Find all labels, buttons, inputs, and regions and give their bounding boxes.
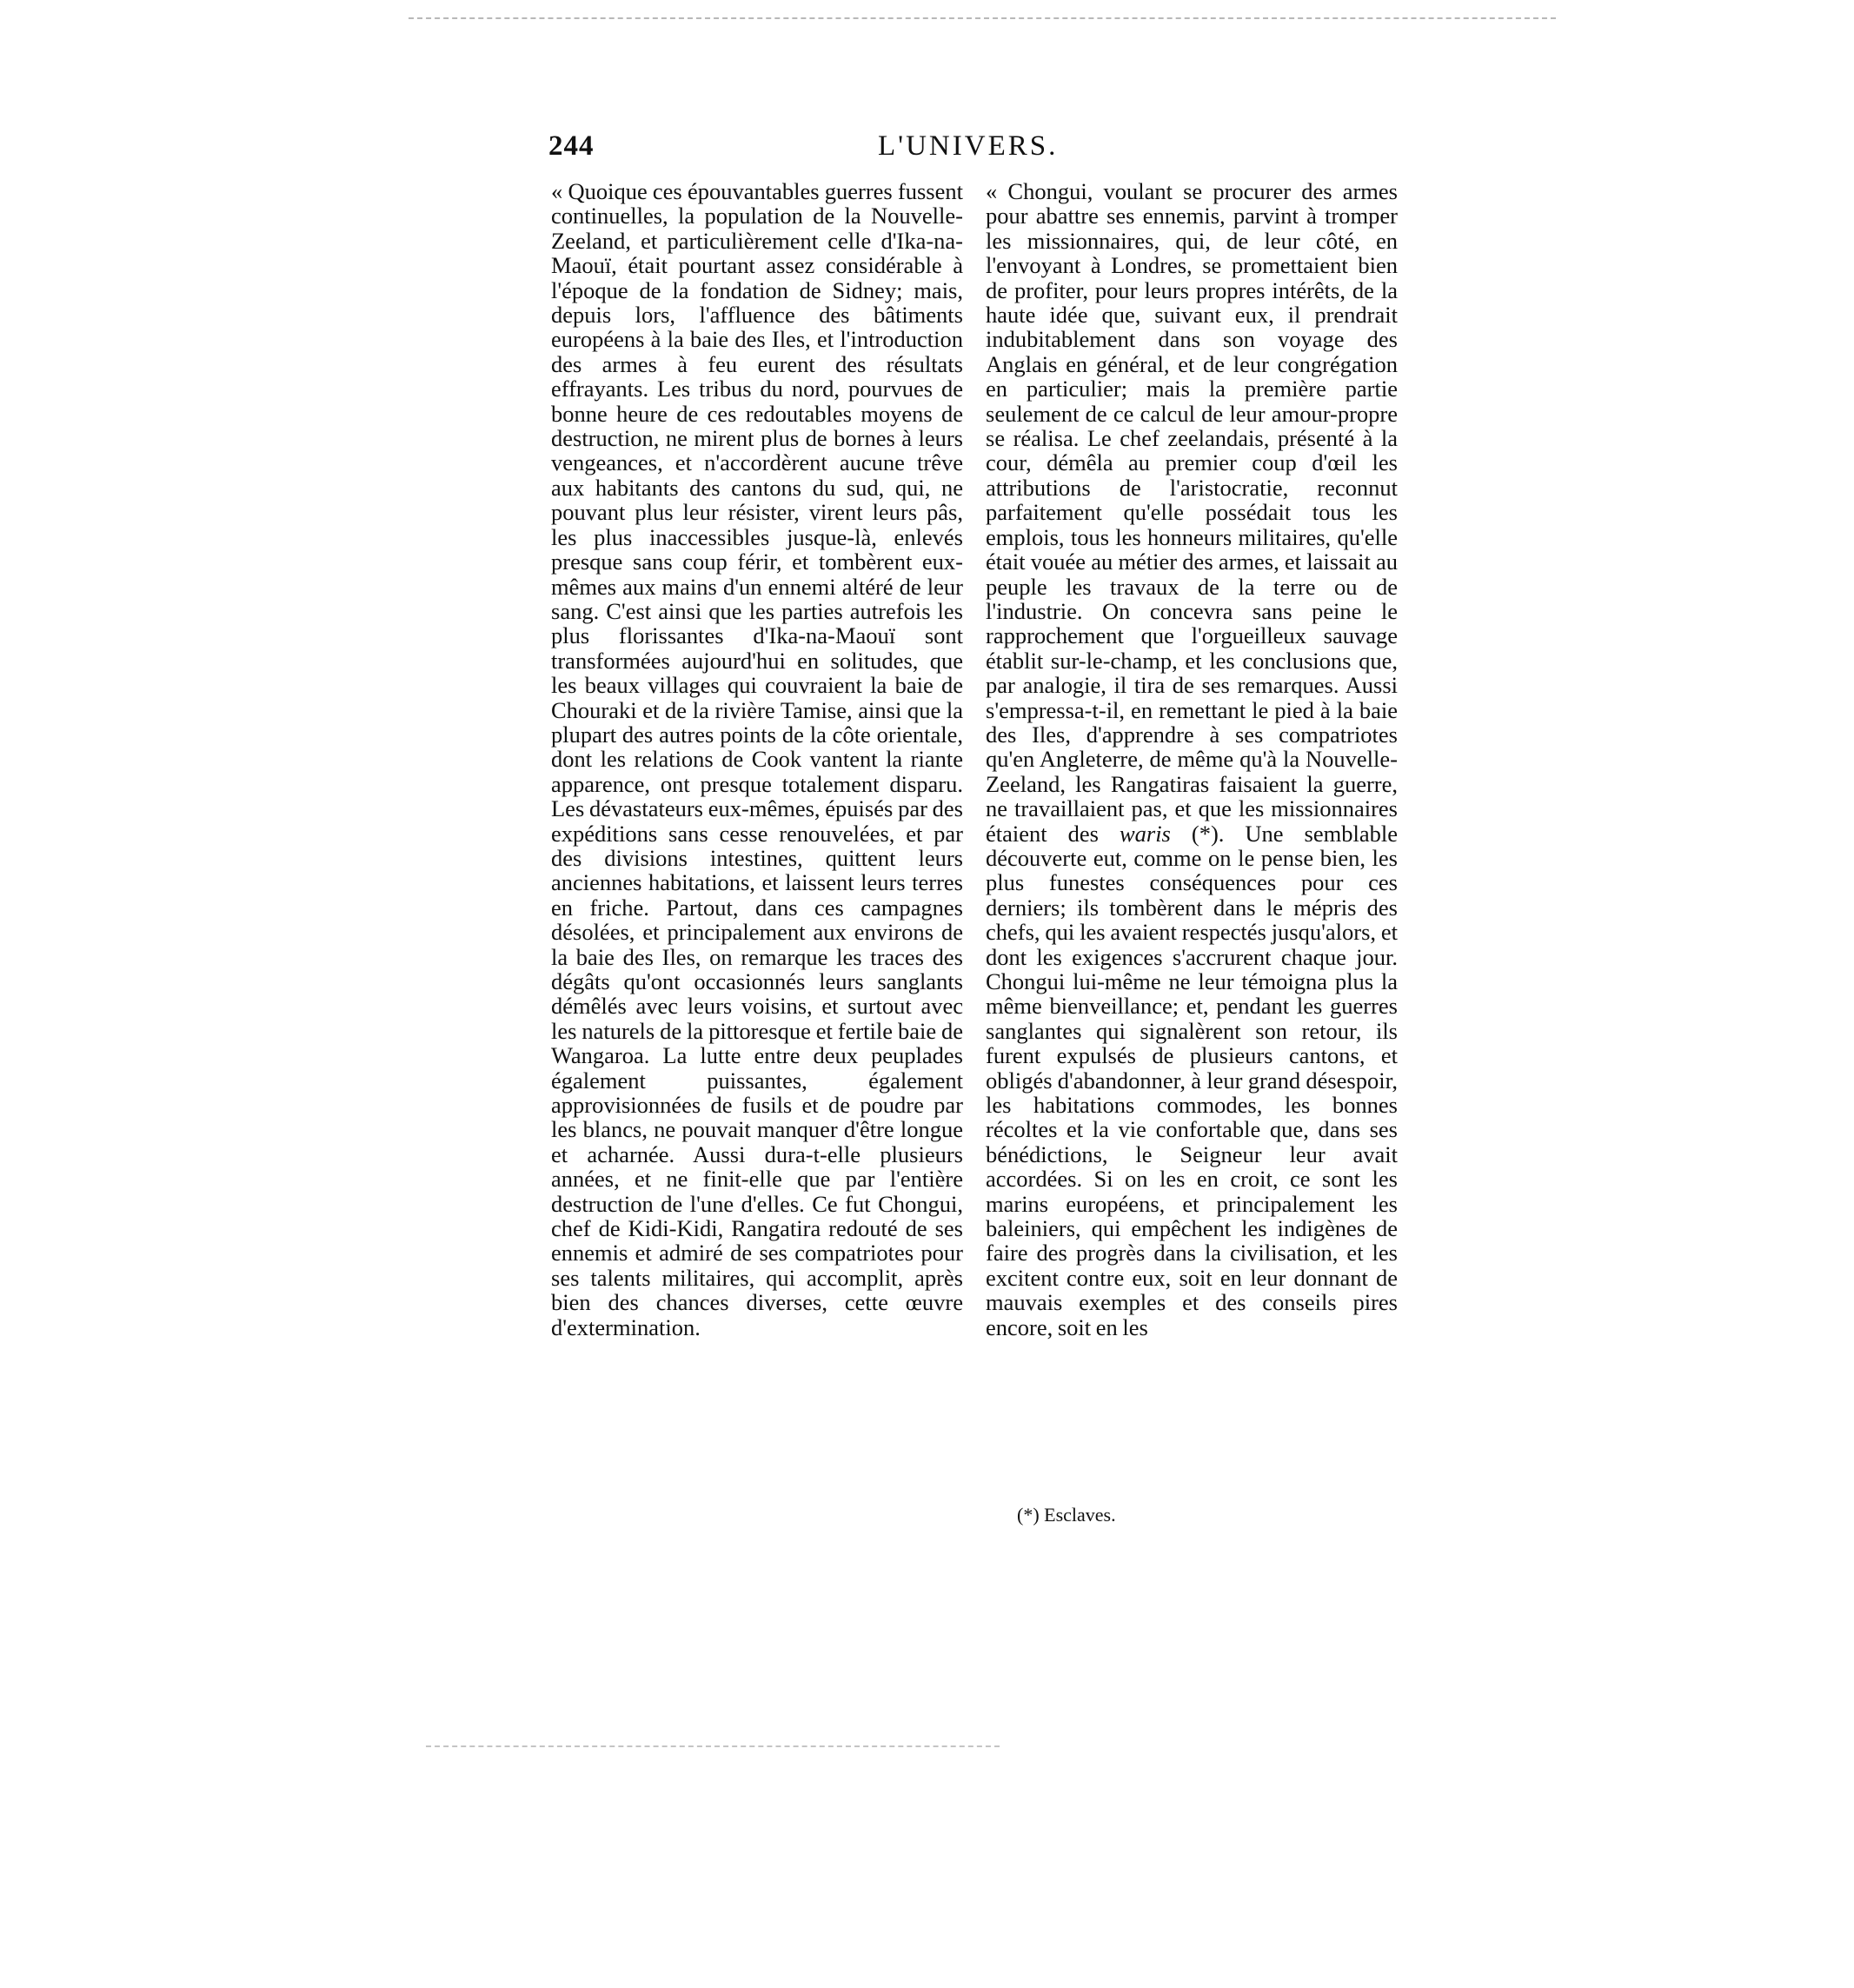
scan-edge-bottom xyxy=(426,1745,1000,1747)
paragraph-right-part-2: (*). Une semblable découverte eut, comme on le pense bien, les plus funestes conséquences pour ces derniers; ils tombèrent dans le mépris des chefs, qui les avaient respectés jusqu'alors, et dont les exigences s'accrurent chaque jour. Chongui lui-même ne leur témoigna plus la même bienveillance; et, pendant les guerres sanglantes qui signalèrent son retour, ils furent expulsés de plusieurs cantons, et obligés d'abandonner, à leur grand désespoir, les habitations commodes, les bonnes récoltes et la vie confortable que, dans ses bénédictions, le Seigneur leur avait accordées. Si on les en croit, ce sont les marins européens, et principalement les baleiniers, qui empêchent les indigènes de faire des progrès dans la civilisation, et les excitent contre eux, soit en leur donnant de mauvais exemples et des conseils pires encore, soit en les xyxy=(986,820,1398,1340)
italic-word-waris: waris xyxy=(1119,820,1171,847)
scan-edge-top xyxy=(409,17,1556,19)
paragraph-left: « Quoique ces épouvantables guerres fussent continuelles, la population de la Nouvelle-Zeeland, et particulièrement celle d'Ika-na-Maouï, était pourtant assez considérable à l'époque de la fondation de Sidney; mais, depuis lors, l'affluence des bâtiments européens à la baie des Iles, et l'introduction des armes à feu eurent des résultats effrayants. Les tribus du nord, pourvues de bonne heure de ces redoutables moyens de destruction, ne mirent plus de bornes à leurs vengeances, et n'accordèrent aucune trêve aux habitants des cantons du sud, qui, ne pouvant plus leur résister, virent leurs pâs, les plus inaccessibles jusque-là, enlevés presque sans coup férir, et tombèrent eux-mêmes aux mains d'un ennemi altéré de leur sang. C'est ainsi que les parties autrefois les plus florissantes d'Ika-na-Maouï sont transformées aujourd'hui en solitudes, que les beaux villages qui couvraient la baie de Chouraki et de la rivière Tamise, ainsi que la plupart des autres points de la côte orientale, dont les relations de Cook vantent la riante apparence, ont presque totalement disparu. Les dévastateurs eux-mêmes, épuisés par des expéditions sans cesse renouvelées, et par des divisions intestines, quittent leurs anciennes habitations, et laissent leurs terres en friche. Partout, dans ces campagnes désolées, et principalement aux environs de la baie des Iles, on remarque les traces des dégâts qu'ont occasionnés leurs sanglants démêlés avec leurs voisins, et surtout avec les naturels de la pittoresque et fertile baie de Wangaroa. La lutte entre deux peuplades également puissantes, également approvisionnées de fusils et de poudre par les blancs, ne pouvait manquer d'être longue et acharnée. Aussi dura-t-elle plusieurs années, et ne finit-elle que par l'entière destruction de l'une d'elles. Ce fut Chongui, chef de Kidi-Kidi, Rangatira redouté de ses ennemis et admiré de ses compatriotes pour ses talents militaires, qui accomplit, après bien des chances diverses, cette œuvre d'extermination. xyxy=(551,178,963,1340)
footnote: (*) Esclaves. xyxy=(1017,1504,1116,1526)
text-column-left xyxy=(551,179,963,1340)
paragraph-right-part-1: « Chongui, voulant se procurer des armes pour abattre ses ennemis, parvint à tromper les missionnaires, qui, de leur côté, en l'envoyant à Londres, se promettaient bien de profiter, pour leurs propres intérêts, de la haute idée que, suivant eux, il prendrait indubitablement dans son voyage des Anglais en général, et de leur congrégation en particulier; mais la première partie seulement de ce calcul de leur amour-propre se réalisa. Le chef zeelandais, présenté à la cour, démêla au premier coup d'œil les attributions de l'aristocratie, reconnut parfaitement qu'elle possédait tous les emplois, tous les honneurs militaires, qu'elle était vouée au métier des armes, et laissait au peuple les travaux de la terre ou de l'industrie. On concevra sans peine le rapprochement que l'orgueilleux sauvage établit sur-le-champ, et les conclusions que, par analogie, il tira de ses remarques. Aussi s'empressa-t-il, en remettant le pied à la baie des Iles, d'apprendre à ses compatriotes qu'en Angleterre, de même qu'à la Nouvelle-Zeeland, les Rangatiras faisaient la guerre, ne travaillaient pas, et que les missionnaires étaient des xyxy=(986,178,1398,847)
running-title: L'UNIVERS. xyxy=(878,130,1059,162)
text-column-right xyxy=(986,179,1398,1340)
page-number: 244 xyxy=(548,130,595,162)
paragraph-right xyxy=(986,179,1398,1340)
